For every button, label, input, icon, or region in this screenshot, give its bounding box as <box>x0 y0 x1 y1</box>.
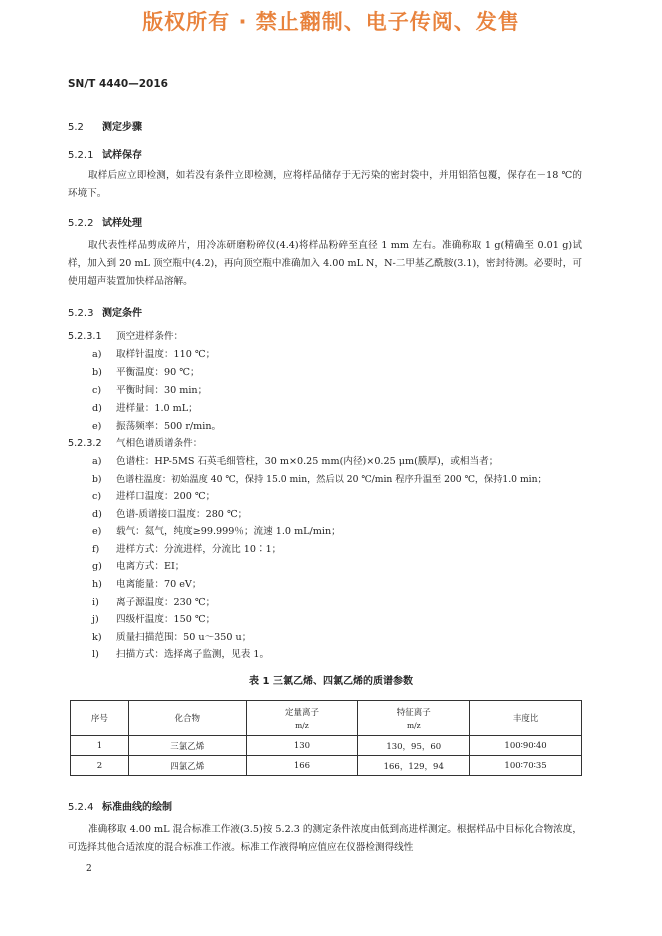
table-cell: 100∶90∶40 <box>470 736 582 756</box>
header-cell: 定量离子 m/z <box>246 701 358 736</box>
list-item: c) 进样口温度：200 ℃； <box>92 491 216 502</box>
section-title: 试样处理 <box>102 218 142 229</box>
section-title: 试样保存 <box>102 150 142 161</box>
list-item: a) 色谱柱：HP-5MS 石英毛细管柱，30 m×0.25 mm(内径)×0.25 μm(膜厚)，或相当者； <box>92 456 499 467</box>
header-cell: 丰度比 <box>470 701 582 736</box>
list-item: b) 色谱柱温度：初始温度 40 ℃，保持 15.0 min，然后以 20 ℃/min 程序升温至 200 ℃，保持1.0 min； <box>92 474 547 485</box>
section-number: 5.2 <box>68 122 84 133</box>
section-title: 标准曲线的绘制 <box>102 802 172 813</box>
section-title: 测定条件 <box>102 308 142 319</box>
section-heading-5-2 <box>68 118 142 133</box>
list-item: e) 振荡频率：500 r/min。 <box>92 421 222 432</box>
table-caption: 表 1 三氯乙烯、四氯乙烯的质谱参数 <box>249 676 413 687</box>
paragraph-sample-preparation: 取代表性样品剪成碎片，用冷冻研磨粉碎仪(4.4)将样品粉碎至直径 1 mm 左右。准确称取 1 g(精确至 0.01 g)试样，加入到 20 mL 顶空瓶中(4.2)，再向顶空瓶中准确加入 4.00 mL N，N-二甲基乙酰胺(3.1)，密封待测。必要时，可使用超声装置加快样品溶解。 <box>68 240 582 287</box>
list-item: f) 进样方式：分流进样，分流比 10∶1； <box>92 544 282 555</box>
section-number: 5.2.4 <box>68 802 94 813</box>
list-item: k) 质量扫描范围：50 u～350 u； <box>92 632 252 643</box>
table-cell: 130，95，60 <box>358 736 470 756</box>
table-cell: 1 <box>71 736 129 756</box>
subsection-5-2-3-2 <box>68 435 202 449</box>
list-item: g) 电离方式：EI； <box>92 561 185 572</box>
section-number: 5.2.3 <box>68 308 94 319</box>
subsection-title: 气相色谱质谱条件： <box>116 438 203 449</box>
table-cell: 166 <box>246 756 358 776</box>
table-row <box>71 736 582 756</box>
list-item: b) 平衡温度：90 ℃； <box>92 367 200 378</box>
paragraph-calibration-curve: 准确移取 4.00 mL 混合标准工作液(3.5)按 5.2.3 的测定条件浓度由低到高进样测定。根据样品中目标化合物浓度，可选择其他合适浓度的混合标准工作液。标准工作液得响应值应在仪器检测得线性 <box>68 824 582 853</box>
standard-number: SN/T 4440—2016 <box>68 78 168 90</box>
list-item: a) 取样针温度：110 ℃； <box>92 349 216 360</box>
paragraph-sample-storage: 取样后应立即检测，如若没有条件立即检测，应将样品储存于无污染的密封袋中，并用铝箔包覆，保存在－18 ℃的环境下。 <box>68 170 582 199</box>
section-heading-5-2-3 <box>68 304 142 319</box>
header-cell: 化合物 <box>128 701 246 736</box>
list-item: e) 载气：氦气，纯度≥99.999％；流速 1.0 mL/min； <box>92 526 341 537</box>
section-heading-5-2-2 <box>68 214 142 229</box>
section-number: 5.2.1 <box>68 150 94 161</box>
watermark-banner: 版权所有 · 禁止翻制、电子传阅、发售 <box>142 10 520 34</box>
list-item: h) 电离能量：70 eV； <box>92 579 202 590</box>
subsection-5-2-3-1 <box>68 328 183 342</box>
subsection-title: 顶空进样条件： <box>116 331 184 342</box>
mass-spectrum-table <box>70 700 582 776</box>
table-row <box>71 756 582 776</box>
list-item: d) 色谱-质谱接口温度：280 ℃； <box>92 509 248 520</box>
section-heading-5-2-4 <box>68 798 172 813</box>
table-cell: 四氯乙烯 <box>128 756 246 776</box>
list-item: i) 离子源温度：230 ℃； <box>92 597 216 608</box>
list-item: c) 平衡时间：30 min； <box>92 385 208 396</box>
header-cell: 序号 <box>71 701 129 736</box>
section-title: 测定步骤 <box>102 122 142 133</box>
table-cell: 2 <box>71 756 129 776</box>
subsection-number: 5.2.3.1 <box>68 331 102 342</box>
header-cell: 特征离子 m/z <box>358 701 470 736</box>
table-header-row <box>71 701 582 736</box>
section-heading-5-2-1 <box>68 146 142 161</box>
table-cell: 130 <box>246 736 358 756</box>
list-item: j) 四级杆温度：150 ℃； <box>92 614 216 625</box>
table-cell: 100∶70∶35 <box>470 756 582 776</box>
section-number: 5.2.2 <box>68 218 94 229</box>
list-item: l) 扫描方式：选择离子监测，见表 1。 <box>92 649 270 660</box>
subsection-number: 5.2.3.2 <box>68 438 102 449</box>
table-cell: 三氯乙烯 <box>128 736 246 756</box>
list-item: d) 进样量：1.0 mL； <box>92 403 198 414</box>
table-cell: 166，129，94 <box>358 756 470 776</box>
page-number: 2 <box>86 864 92 874</box>
